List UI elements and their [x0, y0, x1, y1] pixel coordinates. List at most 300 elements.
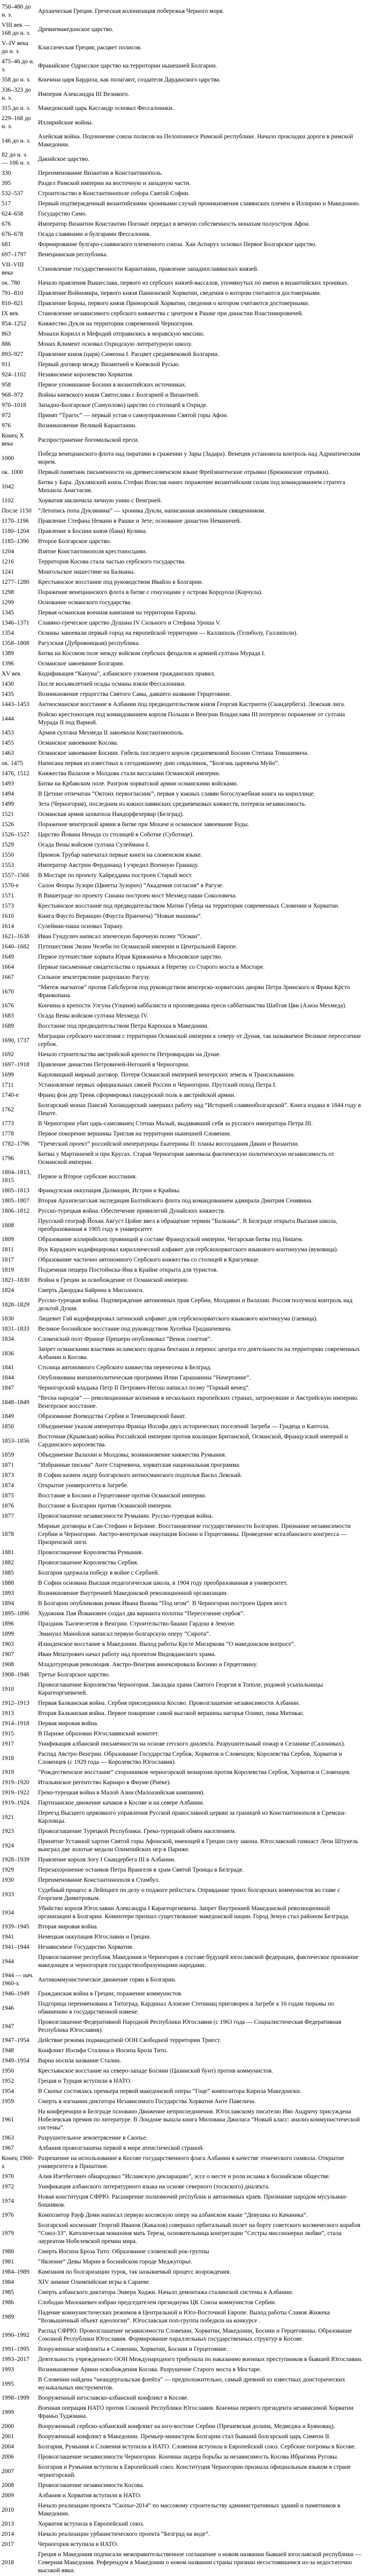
timeline-event: Монах Климент основал Охридскую литературную школу.	[38, 341, 193, 347]
timeline-event: Венецианская республика.	[38, 251, 108, 258]
timeline-event: Композитор Рауф Доми написал первую косовскую оперу на албанском языке “Девушка из Качаника”.	[38, 2212, 308, 2218]
timeline-date: 1697–1918	[2, 1061, 29, 1068]
timeline-row	[0, 1827, 369, 1837]
timeline-date: 1740-е	[2, 1092, 19, 1098]
timeline-event: В Болгарии опубликован роман Ивана Вазова “Под игом”. В Черногории построен Царев мост.	[38, 1600, 288, 1607]
timeline-event: Антиосманское восстание в Албании под предводительством князя Георгия Кастриоти (Скандербега). Лежская лига.	[38, 701, 345, 708]
timeline-row	[0, 537, 369, 547]
timeline-event: Провозглашение независимости Румынии. Русско-турецкая война.	[38, 1513, 213, 1519]
timeline-event: Провозглашение Турецкой Республики. Греко-турецкий обмен населением.	[38, 1828, 236, 1835]
timeline-date: 1690, 1737	[2, 1037, 29, 1044]
timeline-event: Унификация албанского литературного языка на основе северного (тоскского) диалекта.	[38, 2184, 270, 2190]
timeline-row	[0, 1904, 369, 1922]
timeline-row	[0, 1739, 369, 1749]
timeline-date: 1455	[2, 740, 14, 746]
timeline-row	[0, 628, 369, 639]
timeline-event: Война в Греции за освобождение от Османской империи.	[38, 1277, 189, 1283]
timeline-event: Сильное землетрясение разрушило Рагузу.	[38, 974, 150, 981]
timeline-event: Строительство в Константинополе собора Святой Софии.	[38, 190, 190, 197]
timeline-date: 1570-е	[2, 882, 19, 889]
timeline-event: Возникновение Внутренней Македонской революционной организации.	[38, 1590, 228, 1597]
timeline-date: 1610	[2, 913, 14, 919]
timeline-event: Начало реализации проекта “Скопье-2014” по массовому строительству административных зданий и памятников в Македонии.	[38, 2503, 341, 2517]
timeline-date: 1170–1196	[2, 518, 29, 524]
timeline-event: Поражение венецианского флота в битве с генуэзцами у острова Корцуола (Корчула).	[38, 589, 263, 596]
timeline-date: 1912–1913	[2, 1700, 29, 1706]
timeline-date: 1908	[2, 1661, 14, 1668]
timeline-date: 2001	[2, 2433, 14, 2440]
timeline-row	[0, 2076, 369, 2087]
timeline-event: Алия Изетбегович обнародовал “Исламскую декларацию”, эссе о месте и роли ислама в боснийском обществе.	[38, 2173, 330, 2180]
timeline-date: 1762	[2, 1106, 14, 1113]
timeline-date: 1910	[2, 1686, 14, 1692]
timeline-row	[0, 2540, 369, 2550]
timeline-event: Княжества Валахия и Молдова стали вассалами Османской империи.	[38, 770, 221, 777]
timeline-date: 1298	[2, 589, 14, 596]
timeline-event: Греция и Македония подписали межправительственное соглашение о новом названии бывшей югославской республики — Северная Македония. Референдум в Македонии о новом названии страны признан несостоявшимся из-за недостаточно высокой явки.	[38, 2551, 362, 2574]
timeline-row	[0, 2326, 369, 2344]
timeline-row	[0, 39, 369, 57]
timeline-event: Первое упоминание Боснии в византийских источниках.	[38, 382, 187, 388]
timeline-date: 1907	[2, 1651, 14, 1658]
timeline-row	[0, 769, 369, 779]
timeline-event: Второе Болгарское царство.	[38, 538, 111, 545]
timeline-row	[0, 199, 369, 209]
timeline-row	[0, 901, 369, 911]
timeline-date: 1000	[2, 455, 14, 462]
timeline-row	[0, 168, 369, 179]
timeline-date: 958	[2, 382, 11, 388]
timeline-row	[0, 2221, 369, 2247]
timeline-event: Иллирийские войны.	[38, 119, 93, 126]
timeline-event: Независимое королевство Хорватия.	[38, 372, 134, 378]
timeline-date: 1888	[2, 1580, 14, 1586]
timeline-row	[0, 2192, 369, 2210]
timeline-event: Битва на Крбавском поле. Разгром хорватской армии османскими войсками.	[38, 781, 238, 787]
timeline-date: 1919	[2, 1769, 14, 1776]
timeline-row	[0, 1609, 369, 1619]
timeline-date: 1941	[2, 1934, 14, 1940]
timeline-date: 1824	[2, 1287, 14, 1294]
timeline-date: 972	[2, 412, 11, 419]
timeline-date: 1557–1566	[2, 872, 29, 879]
timeline-row	[0, 467, 369, 478]
timeline-event: Первое покорение вершины Триглав на территории нынешней Словении.	[38, 1131, 231, 1137]
timeline-row	[0, 1558, 369, 1568]
timeline-event: “Летопись попа Дуклянина” — хроника Дукли, написанная анонимным священником.	[38, 508, 266, 514]
timeline-event: Подгорица переименована в Титоград. Кардинал Алоизие Степинац приговорен в Загребе к 16 годам тюрьмы по обвинению в государственной измене.	[38, 2001, 334, 2015]
timeline-date: 1444	[2, 715, 14, 722]
timeline-event: Османское завоевание Боснии. Гибель последнего короля средневековой Боснии Степана Томашевича.	[38, 750, 309, 756]
timeline-row	[0, 1139, 369, 1149]
timeline-row	[0, 2046, 369, 2056]
timeline-event: Вторая мировая война.	[38, 1924, 99, 1930]
timeline-date: 1923	[2, 1828, 14, 1835]
timeline-row	[0, 1698, 369, 1709]
timeline-event: Действие режима подмандатной ООН Свободной территории Триест.	[38, 2037, 221, 2044]
timeline-row	[0, 1749, 369, 1768]
timeline-event: Объединение Валахии и Молдовы; возникновение княжества Румыния.	[38, 1452, 227, 1458]
timeline-row	[0, 1778, 369, 1788]
timeline-row	[0, 577, 369, 588]
timeline-event: Карловицкий мирный договор. Потеря Османской империей венгерских земель и Трансильвании.	[38, 1072, 296, 1078]
timeline-event: Провозглашение Королевства Сербия.	[38, 1560, 139, 1566]
timeline-row	[0, 1432, 369, 1450]
timeline-row	[0, 1186, 369, 1196]
timeline-event: Начало реализации урбанистического проекта “Белград на воде”.	[38, 2531, 210, 2537]
timeline-row	[0, 1383, 369, 1393]
timeline-date: 970–1018	[2, 402, 26, 409]
timeline-event: Праздник Тысячелетия в Венгрии. Строительство башни Гардош в Земуне.	[38, 1621, 236, 1627]
timeline-date: 1917	[2, 1741, 14, 1747]
timeline-date: 1819	[2, 1267, 14, 1273]
timeline-event: В Мостаре по проекту Хайреддина построен Старый мост.	[38, 872, 193, 879]
timeline-date: 517	[2, 201, 11, 207]
timeline-date: 1526	[2, 821, 14, 828]
timeline-date: 1796	[2, 1155, 14, 1162]
timeline-event: Рагузская (Дубровницкая) республика.	[38, 640, 140, 647]
timeline-date: 1529	[2, 842, 14, 848]
timeline-row	[0, 2036, 369, 2046]
timeline-event: Разрешение на использование в Косове государственного флага Албании в качестве этнического символа. Открытие университета в Приштине.	[38, 2155, 344, 2170]
timeline-row	[0, 588, 369, 598]
timeline-event: Монгольское нашествие на Балканы.	[38, 569, 135, 575]
timeline-row	[0, 850, 369, 860]
timeline-row	[0, 229, 369, 240]
timeline-event: Вооруженный югославско-албанский конфликт в Косове.	[38, 2395, 189, 2401]
timeline-event: Распад СФРЮ. Провозглашение независимости Словении, Хорватии, Македонии, Боснии и Герцеговины. Образование Союзной Республики Югославия. Формирование параллельных государственных структур в Косове.	[38, 2328, 352, 2342]
timeline-event: “Рождественское восстание” сторонников черногорской монархии против Королевства Сербов, Хорватов и Словенцев.	[38, 1769, 351, 1776]
timeline-date: 1102	[2, 498, 14, 504]
timeline-event: Битвы у Мартиничей и при Крусах. Старая Черногория завоевала фактическую политическую независимость от Османской империи.	[38, 1151, 334, 1165]
timeline-row	[0, 2481, 369, 2491]
timeline-row	[0, 1275, 369, 1286]
timeline-date: 1571	[2, 893, 14, 899]
timeline-date: 1811	[2, 1246, 14, 1253]
timeline-row	[0, 1629, 369, 1639]
timeline-row	[0, 1578, 369, 1588]
timeline-row	[0, 2143, 369, 2154]
timeline-row	[0, 1001, 369, 1011]
timeline-date: 1828–1829	[2, 1301, 29, 1308]
timeline-date: 2013	[2, 2521, 14, 2527]
timeline-date: 532–537	[2, 190, 24, 197]
timeline-row	[0, 2267, 369, 2277]
timeline-event: Битва у Бара. Дуклянский князь Стефан Воислав нанес поражение византийским силам под командованием стратега Михаила Анастасия.	[38, 479, 345, 494]
timeline-date: 475–46 до н. э.	[2, 58, 34, 73]
timeline-date: 1939–1945	[2, 1924, 29, 1930]
timeline-event: Раздел Римской империи на восточную и западную части.	[38, 180, 191, 187]
timeline-date: 1914–1918	[2, 1720, 29, 1727]
timeline-date: 1947	[2, 2023, 14, 2030]
timeline-row	[0, 608, 369, 618]
timeline-date: 1817	[2, 1257, 14, 1263]
timeline-event: Монахи Кирилл и Мефодий отправились в моравскую миссию.	[38, 331, 205, 337]
timeline-date: 1991–1995	[2, 2346, 29, 2352]
timeline-event: Книга Фаусто Веранцио (Фауста Вранчича) “Новые машины”.	[38, 913, 202, 919]
timeline-date: 1664	[2, 964, 14, 970]
timeline-row	[0, 810, 369, 820]
timeline-date: 1933	[2, 1891, 14, 1898]
timeline-event: Русско-турецкая война. Обеспечение привилегий Дунайских княжеств.	[38, 1208, 225, 1214]
timeline-event: Дакийское царство.	[38, 155, 89, 162]
timeline-row	[0, 1070, 369, 1080]
timeline-row	[0, 2172, 369, 2182]
timeline-event: “Мятеж магнатов” против Габсбургов под руководством венгерско-хорватских дворян Петра Зринского и Франа Крсто Франкопана.	[38, 984, 350, 999]
timeline-row	[0, 973, 369, 983]
timeline-row	[0, 547, 369, 557]
timeline-event: Фракийское Одрисское царство на территории нынешней Болгарии.	[38, 62, 217, 69]
timeline-row	[0, 103, 369, 114]
timeline-row	[0, 339, 369, 350]
timeline-date: 1805–1807	[2, 1198, 29, 1204]
timeline-date: 1903	[2, 1641, 14, 1647]
timeline-event: Зета (Черногория), последним из южнославянских средневековых княжеств, потеряла независимость.	[38, 801, 307, 807]
timeline-date: 1676	[2, 1003, 14, 1009]
timeline-event: Провозглашение независимости Косова.	[38, 2482, 145, 2489]
timeline-row	[0, 132, 369, 150]
timeline-date: 2007	[2, 2468, 14, 2475]
timeline-date: 1670	[2, 988, 14, 995]
timeline-row	[0, 1568, 369, 1578]
timeline-date: 750–480 до н. э.	[2, 4, 31, 18]
timeline-row	[0, 2365, 369, 2375]
timeline-date: 1952	[2, 2078, 14, 2084]
timeline-event: В Скопье состоялась премьера первой македонской оперы “Гоце” композитора Кирила Македонски.	[38, 2088, 302, 2095]
timeline-row	[0, 2257, 369, 2267]
timeline-row	[0, 952, 369, 962]
timeline-event: Написана первая из известных к сегодняшнему дню севдалинок, “Болезнь царевича Муйо”.	[38, 760, 280, 767]
timeline-row	[0, 2056, 369, 2066]
timeline-body	[0, 2, 369, 2576]
timeline-event: Первая османская военная кампания на территории Европы.	[38, 610, 197, 616]
timeline-event: В Цетине отпечатан “Октоих первогласник”, первая у южных славян богослужебная книга на кириллице.	[38, 791, 315, 797]
timeline-row	[0, 1080, 369, 1090]
timeline-date: 1934	[2, 1909, 14, 1916]
timeline-event: Кончина в крепости Улгуна (Улциня) каббалиста и проповедника ереси саббатианства Шабтая Цви (Азиза Мехмеда).	[38, 1003, 347, 1009]
timeline-event: Крестьянское восстание под руководством Ивайло в Болгарии.	[38, 579, 204, 585]
timeline-event: Восстание в Болгарии против Османской империи.	[38, 1503, 172, 1509]
timeline-date: 1941–1944	[2, 1944, 29, 1950]
timeline-event: Великое боснийское восстание под руководством Хусейна Градашчевича.	[38, 1326, 232, 1332]
timeline-date: 1848–1849	[2, 1399, 29, 1406]
timeline-row	[0, 1599, 369, 1609]
timeline-date: 1986	[2, 2299, 14, 2306]
timeline-event: Территория Косова стала частью сербского государства.	[38, 559, 186, 565]
timeline-event: Антикоммунистическое движение горян в Болгарии.	[38, 1976, 177, 1983]
timeline-date: 1499	[2, 801, 14, 807]
timeline-event: Греция и Турция вступили в НАТО.	[38, 2078, 132, 2084]
timeline-date: 1984	[2, 2279, 14, 2285]
timeline-event: Государство Само.	[38, 211, 87, 217]
timeline-event: Провозглашение республик Македония и Черногория в составе будущей югославской федерации, фактическое признание македонцев и черногорцев государствообразующими народами.	[38, 1954, 359, 1969]
timeline-date: 2006	[2, 2454, 14, 2460]
timeline-date: 1976	[2, 2212, 14, 2218]
timeline-date: 1847	[2, 1385, 14, 1391]
timeline-date: 1853–1856	[2, 1437, 29, 1444]
timeline-date: 1874	[2, 1482, 14, 1489]
timeline-event: Вооруженные конфликты в Словении, Хорватии, Боснии и Герцеговине.	[38, 2346, 228, 2352]
timeline-date: 893–927	[2, 351, 24, 358]
timeline-event: Кампания по болгаризации турок, так называемый процесс возрождения.	[38, 2269, 231, 2275]
timeline-date: 1806–1812	[2, 1208, 29, 1214]
timeline-row	[0, 288, 369, 299]
timeline-row	[0, 1245, 369, 1255]
timeline-date: 1553	[2, 862, 14, 868]
timeline-event: Осада славянами и булгарами Фессалоник.	[38, 231, 152, 237]
timeline-event: Установление первых официальных связей России и Черногории. Прутский поход Петра I.	[38, 1082, 277, 1088]
timeline-event: Первая Балканская война. Сербия присоединила Косово. Провозглашение независимости Албании.	[38, 1700, 300, 1706]
timeline-event: Независимое Государство Хорватия.	[38, 1944, 134, 1950]
timeline-event: Разрушительное землетрясение в Скопье.	[38, 2135, 148, 2141]
timeline-row	[0, 1808, 369, 1827]
timeline-event: Черногория вступила в НАТО.	[38, 2541, 118, 2548]
timeline-row	[0, 881, 369, 891]
timeline-date: 2000	[2, 2423, 14, 2430]
timeline-event: Крестьянское восстание на северо-западе Боснии (Цазинский бунт) против коммунистов.	[38, 2068, 273, 2074]
timeline-date: 1809	[2, 1236, 14, 1243]
timeline-row	[0, 114, 369, 132]
timeline-row	[0, 411, 369, 421]
timeline-date: 1980	[2, 2248, 14, 2255]
timeline-date: 1875	[2, 1493, 14, 1499]
timeline-row	[0, 567, 369, 577]
timeline-date: 1871	[2, 1462, 14, 1468]
timeline-date: 1924	[2, 1842, 14, 1849]
timeline-date: 2010	[2, 2506, 14, 2513]
timeline-event: Император Австрии Фердинанд I учредил Военную Границу.	[38, 862, 199, 868]
timeline-event: Принят “Трагос” — первый устав о самоуправлении Святой горы Афон.	[38, 412, 228, 419]
timeline-event: Восстание под предводительством Петра Карпоша в Македонии.	[38, 1023, 209, 1029]
timeline-date: 924–1102	[2, 372, 26, 378]
timeline-row	[0, 911, 369, 922]
timeline-event: Подземная пещера Постойнска-Яма в Крайне открыта для туристов.	[38, 1267, 218, 1273]
timeline-event: Вооруженный сербско-албанский конфликт на юго-востоке Сербии (Прешевская долина, Медведжа и Буяновац).	[38, 2423, 335, 2430]
timeline-event: XIV зимние Олимпийские игры в Сараеве.	[38, 2279, 150, 2285]
timeline-date: 1944 — нач. 1960-х	[2, 1972, 34, 1987]
timeline-row	[0, 1670, 369, 1680]
timeline-date: 1667	[2, 974, 14, 981]
timeline-event: Правление династии Петровичей-Негошей в Черногории.	[38, 1061, 190, 1068]
timeline-event: Слободан Милошевич избран председателем президиума ЦК Союза коммунистов Сербии.	[38, 2299, 276, 2306]
timeline-row	[0, 1345, 369, 1363]
timeline-row	[0, 1588, 369, 1599]
timeline-date: 1989	[2, 2313, 14, 2320]
timeline-event: Первый подтвержденный византийскими хрониками случай проникновения славянских племен в Иллирию и Македонию.	[38, 201, 360, 207]
timeline-row	[0, 639, 369, 649]
timeline-date: 1877	[2, 1513, 14, 1519]
timeline-event: Образование частично автономного Сербского княжества со столицей в Крагуеваце.	[38, 1257, 260, 1263]
timeline-event: Формирование булгаро-славянского племенного союза. Хан Аспарух основал Первое Болгарское царство.	[38, 241, 317, 248]
timeline-row	[0, 2529, 369, 2540]
timeline-event: Император Византии Константин Погонат передал в вечную собственность монахам полуостров Афон.	[38, 221, 310, 227]
timeline-event: Османы завоевали первый город на европейской территории — Каллиполь (Гелиболу, Галлиполи).	[38, 630, 298, 636]
timeline-event: Смерть Иосипа Броза Тито. Образование словенской рок-группы	[38, 2248, 209, 2255]
timeline-event: Художник Пая Йованович создал два варианта полотна “Переселение сербов”.	[38, 1610, 245, 1617]
timeline-row	[0, 1031, 369, 1050]
timeline-event: Болгарский монах Паисий Хиландарский завершил работу над “Историей славяноболгарской”. Книга издана в 1844 году в Пеште.	[38, 1102, 361, 1117]
timeline-row	[0, 1422, 369, 1432]
timeline-date: 315 до н. э.	[2, 105, 31, 112]
timeline-event: Принятие Уставной хартии Святой горы Афонской, имеющей в Греции силу закона. Югославский гимнаст Леон Штукель выиграл две золотые медали Олимпийских игр в Париже.	[38, 1838, 358, 1853]
timeline-event: Первый договор между Византией и Киевской Русью.	[38, 361, 180, 368]
timeline-row	[0, 1265, 369, 1275]
timeline-row	[0, 2017, 369, 2036]
timeline-date: 1915	[2, 1731, 14, 1737]
timeline-date: 1981	[2, 2259, 14, 2265]
timeline-event: Правление князя (царя) Симеона I. Расцвет средневековой Болгарии.	[38, 351, 219, 358]
timeline-date: 1944	[2, 1958, 14, 1965]
timeline-row	[0, 421, 369, 431]
timeline-row	[0, 932, 369, 942]
timeline-row	[0, 738, 369, 748]
timeline-row	[0, 209, 369, 219]
timeline-row	[0, 1709, 369, 1719]
timeline-row	[0, 1090, 369, 1101]
timeline-date: 1985	[2, 2289, 14, 2296]
timeline-date: После 1150	[2, 508, 32, 514]
timeline-row	[0, 2344, 369, 2355]
timeline-date: 1354	[2, 630, 14, 636]
timeline-event: В Черногории убит царь-самозванец Степан Малый, выдававший себя за русского императора Петра III.	[38, 1120, 313, 1127]
timeline-row	[0, 1255, 369, 1265]
timeline-row	[0, 2519, 369, 2529]
timeline-event: Немецкая оккупация Югославии и Греции.	[38, 1934, 151, 1940]
timeline-event: В Словении найдена “неандертальская флейта” — предположительно, самый древний из известных доисторических музыкальных инструментов.	[38, 2377, 345, 2391]
timeline-event: Царство Йована Ненада со столицей в Соботке (Суботице).	[38, 832, 194, 838]
timeline-date: 1550	[2, 852, 14, 858]
timeline-date: 1494	[2, 791, 14, 797]
timeline-event: Черногорский владыка Петр II Петрович-Негош написал поэму “Горный венец”.	[38, 1385, 250, 1391]
timeline-event: Османское завоевание Болгарии.	[38, 660, 125, 667]
timeline-row	[0, 496, 369, 506]
timeline-date: 886	[2, 341, 11, 347]
timeline-date: 82 до н. э. — 106 н. э.	[2, 152, 31, 166]
timeline-date: 1967	[2, 2145, 14, 2151]
timeline-event: Конфликт Иосифа Сталина и Иосипа Броза Тито.	[38, 2047, 168, 2054]
timeline-event: “Явление” Девы Марии в боснийском городе Меджугорье.	[38, 2259, 193, 2265]
timeline-date: 1950	[2, 2068, 14, 2074]
timeline-date: 1621–1638	[2, 933, 29, 940]
timeline-event: Миграции сербского населения с территории Османской империи к северу от Дуная, так называемое Великое переселение сербов.	[38, 1033, 362, 1048]
timeline-row	[0, 871, 369, 881]
timeline-row	[0, 598, 369, 608]
timeline-date: 1821–1830	[2, 1277, 29, 1283]
timeline-event: Запрет османскими властями исламского ордена бекташи и перенос центра его деятельности на территорию современных Албании и Косова.	[38, 1346, 360, 1361]
timeline-event: Княжество Дукля на территории современной Черногории.	[38, 321, 194, 327]
timeline-event: Болгария одержала победу в войне с Сербией.	[38, 1570, 160, 1576]
timeline-date: 976	[2, 422, 11, 429]
timeline-row	[0, 2210, 369, 2221]
timeline-row	[0, 1521, 369, 1548]
timeline-row	[0, 1501, 369, 1511]
timeline-row	[0, 2308, 369, 2326]
timeline-date: 1493	[2, 781, 14, 787]
timeline-date: VII–VIII века	[2, 262, 24, 276]
timeline-event: Империя Александра III Великого.	[38, 91, 130, 98]
timeline-row	[0, 1393, 369, 1412]
timeline-date: 1919–1924	[2, 1800, 29, 1806]
timeline-date: 1908–1946	[2, 1672, 29, 1678]
timeline-event: Объединение указом императора Франца Иосифа двух исторических поселений Загреба — Градеца и Каптола.	[38, 1423, 330, 1430]
timeline-date: 229–168 до н. э.	[2, 115, 31, 130]
timeline-row	[0, 370, 369, 380]
timeline-date: 697–1797	[2, 251, 26, 258]
timeline-row	[0, 360, 369, 370]
timeline-event: Древнемакедонское царство.	[38, 26, 114, 33]
timeline-row	[0, 1235, 369, 1245]
timeline-date: 330	[2, 170, 11, 176]
